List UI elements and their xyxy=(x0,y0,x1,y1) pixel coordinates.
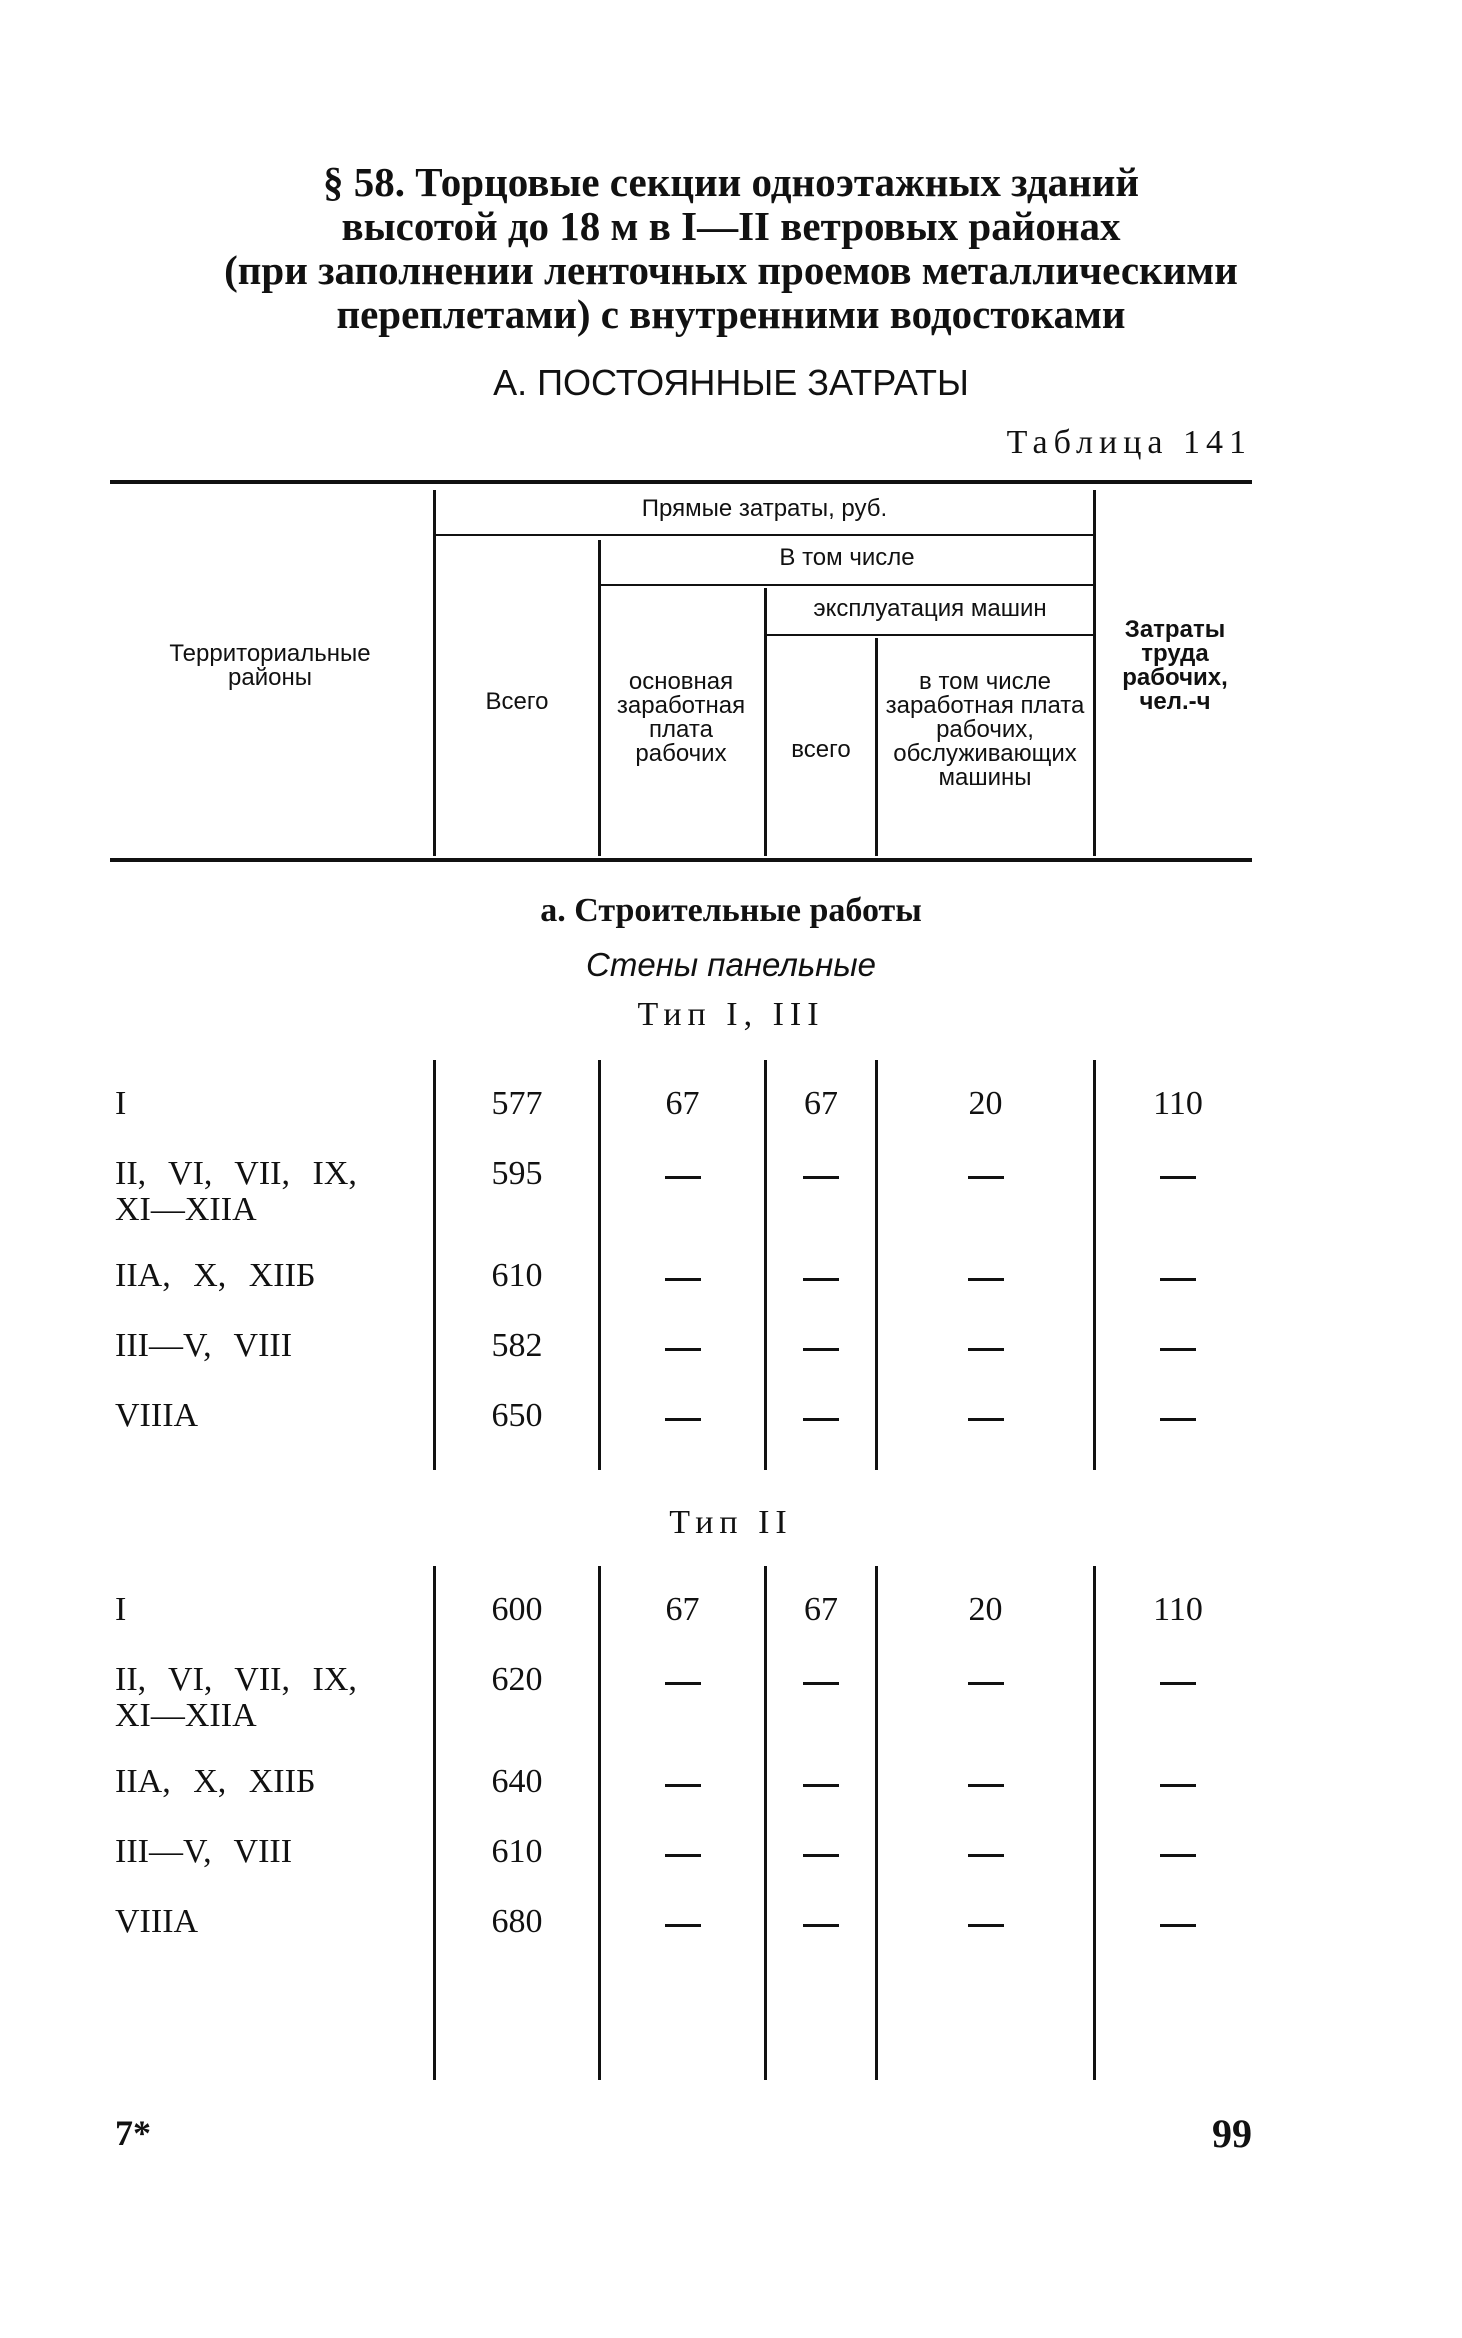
heading-line-3: (при заполнении ленточных проемов металлическими xyxy=(224,247,1238,293)
cell-dash-text-labor xyxy=(1096,1904,1260,1940)
cell-dash-text-mach xyxy=(767,1328,875,1364)
cell-mach_wage: 20 xyxy=(968,1085,1003,1122)
heading-line-1: § 58. Торцовые секции одноэтажных зданий xyxy=(323,159,1139,205)
table-number: Таблица 141 xyxy=(1006,424,1252,461)
cell-dash-text-wage xyxy=(601,1662,764,1698)
section-title: А. ПОСТОЯННЫЕ ЗАТРАТЫ xyxy=(493,362,969,403)
region-label-cont: XI—XIIА xyxy=(115,1191,257,1228)
region-label: VIIIА xyxy=(115,1397,199,1434)
cell-dash-text-mach xyxy=(767,1904,875,1940)
region-label: IIА, X, XIIБ xyxy=(115,1763,316,1800)
cell-dash-text-mach_wage xyxy=(878,1258,1093,1294)
cell-dash-text-wage xyxy=(601,1398,764,1434)
header-total: Всего xyxy=(485,688,549,715)
cell-total: 610 xyxy=(491,1833,543,1870)
cell-mach_wage: 20 xyxy=(968,1591,1003,1628)
b2-vline-2 xyxy=(598,1566,601,2080)
subgroup-title: Стены панельные xyxy=(586,946,876,983)
b2-vline-4 xyxy=(875,1566,878,2080)
cell-total: 610 xyxy=(491,1257,543,1294)
header-vline-3 xyxy=(764,588,767,856)
header-vline-2 xyxy=(598,540,601,856)
cell-dash-text-labor xyxy=(1096,1662,1260,1698)
cell-total: 577 xyxy=(491,1085,543,1122)
header-including: В том числе xyxy=(779,544,915,571)
cell-total: 620 xyxy=(491,1661,543,1698)
region-label: I xyxy=(115,1591,127,1628)
cell-total: 595 xyxy=(491,1155,543,1192)
region-label: II, VI, VII, IX, xyxy=(115,1155,357,1192)
cell-dash-text-mach xyxy=(767,1764,875,1800)
block-2-type: Тип II xyxy=(669,1504,793,1541)
header-rule-direct xyxy=(436,534,1093,536)
cell-dash-text-labor xyxy=(1096,1764,1260,1800)
cell-mach: 67 xyxy=(804,1085,838,1122)
header-vline-5 xyxy=(1093,490,1096,856)
cell-total: 680 xyxy=(491,1903,543,1940)
cell-dash-text-mach_wage xyxy=(878,1328,1093,1364)
cell-dash-text-mach_wage xyxy=(878,1156,1093,1192)
page-number: 99 xyxy=(1212,2111,1252,2156)
header-bottom-rule xyxy=(110,858,1252,862)
region-label: IIА, X, XIIБ xyxy=(115,1257,316,1294)
cell-dash-text-labor xyxy=(1096,1398,1260,1434)
header-labor: Затраты труда рабочих, чел.-ч xyxy=(1122,616,1228,715)
cell-labor: 110 xyxy=(1153,1085,1203,1122)
group-title: а. Строительные работы xyxy=(540,892,922,929)
header-vline-4 xyxy=(875,638,878,856)
b2-vline-3 xyxy=(764,1566,767,2080)
cell-dash-text-labor xyxy=(1096,1258,1260,1294)
cell-dash-text-mach_wage xyxy=(878,1764,1093,1800)
cell-dash-text-mach xyxy=(767,1398,875,1434)
header-vline-1 xyxy=(433,490,436,856)
heading-line-4: переплетами) с внутренними водостоками xyxy=(336,291,1126,337)
cell-dash-text-mach_wage xyxy=(878,1398,1093,1434)
cell-total: 582 xyxy=(491,1327,543,1364)
cell-dash-text-mach xyxy=(767,1834,875,1870)
cell-total: 600 xyxy=(491,1591,543,1628)
cell-dash-text-wage xyxy=(601,1258,764,1294)
cell-dash-text-mach_wage xyxy=(878,1904,1093,1940)
region-label: III—V, VIII xyxy=(115,1327,293,1364)
heading-line-2: высотой до 18 м в I—II ветровых районах xyxy=(341,203,1121,249)
header-rule-including xyxy=(601,584,1093,586)
block-1-type: Тип I, III xyxy=(637,996,825,1033)
cell-dash-text-labor xyxy=(1096,1156,1260,1192)
header-machines-wage: в том числе заработная плата рабочих, обслуживающих машины xyxy=(885,668,1085,791)
cell-dash-text-labor xyxy=(1096,1834,1260,1870)
cell-dash-text-wage xyxy=(601,1764,764,1800)
header-rule-machines xyxy=(767,634,1093,636)
cell-dash-text-wage xyxy=(601,1156,764,1192)
header-territorial: Территориальные районы xyxy=(169,640,371,691)
cell-mach: 67 xyxy=(804,1591,838,1628)
region-label: II, VI, VII, IX, xyxy=(115,1661,357,1698)
b2-vline-5 xyxy=(1093,1566,1096,2080)
cell-dash-text-mach_wage xyxy=(878,1834,1093,1870)
cell-dash-text-mach_wage xyxy=(878,1662,1093,1698)
cell-dash-text-wage xyxy=(601,1904,764,1940)
header-machines-total: всего xyxy=(791,736,851,763)
cell-wage: 67 xyxy=(665,1085,700,1122)
header-direct-costs: Прямые затраты, руб. xyxy=(641,495,888,522)
footer-signature: 7* xyxy=(115,2113,151,2153)
cell-dash-text-mach xyxy=(767,1156,875,1192)
cell-dash-text-wage xyxy=(601,1328,764,1364)
cell-dash-text-labor xyxy=(1096,1328,1260,1364)
cell-wage: 67 xyxy=(665,1591,700,1628)
region-label-cont: XI—XIIА xyxy=(115,1697,257,1734)
header-wage: основная заработная плата рабочих xyxy=(616,668,746,767)
b2-vline-1 xyxy=(433,1566,436,2080)
cell-dash-text-wage xyxy=(601,1834,764,1870)
region-label: VIIIА xyxy=(115,1903,199,1940)
region-label: III—V, VIII xyxy=(115,1833,293,1870)
cell-total: 640 xyxy=(491,1763,543,1800)
cell-labor: 110 xyxy=(1153,1591,1203,1628)
cell-dash-text-mach xyxy=(767,1258,875,1294)
header-top-rule xyxy=(110,480,1252,484)
cell-dash-text-mach xyxy=(767,1662,875,1698)
region-label: I xyxy=(115,1085,127,1122)
header-machines: эксплуатация машин xyxy=(813,595,1047,622)
cell-total: 650 xyxy=(491,1397,543,1434)
